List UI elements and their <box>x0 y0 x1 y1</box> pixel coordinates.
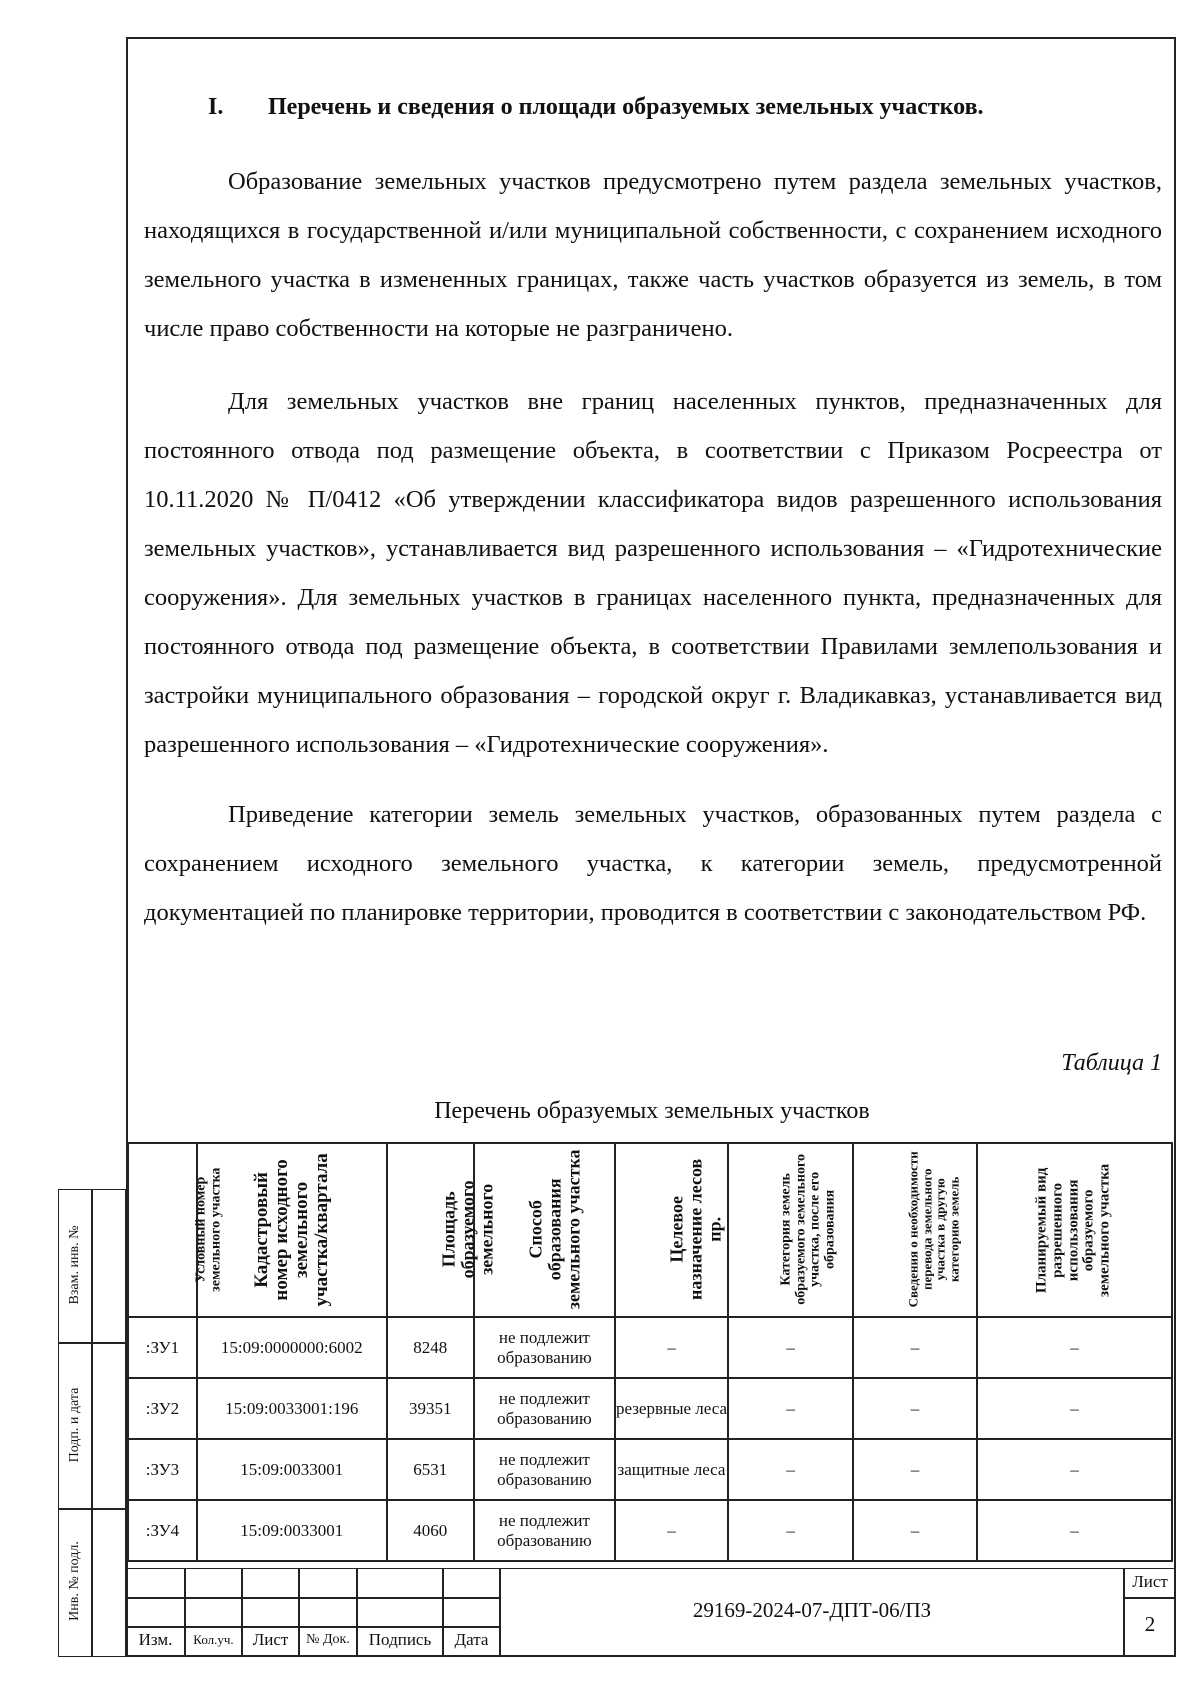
table-cell: 15:09:0000000:6002 <box>197 1317 387 1378</box>
title-block <box>126 1568 1176 1657</box>
stamp-vzam: Взам. инв. № <box>67 1225 82 1305</box>
table-cell: 8248 <box>387 1317 474 1378</box>
table-cell: 15:09:0033001 <box>197 1500 387 1561</box>
tb-label-data: Дата <box>454 1630 489 1649</box>
table-cell: – <box>853 1378 977 1439</box>
table-title: Перечень образуемых земельных участков <box>434 1098 870 1124</box>
table-cell: 15:09:0033001 <box>197 1439 387 1500</box>
stamp-podp: Подп. и дата <box>67 1387 82 1463</box>
paragraph-3: Приведение категории земель земельных участков, образованных путем раздела с сохранением исходного земельного участка, к категории земель, предусмотренной документацией по планировке территории, проводится в соответствии с законодательством РФ. <box>144 801 1162 926</box>
table-cell: :ЗУ4 <box>128 1500 197 1561</box>
col-header: Условный номер земельного участка <box>128 1143 197 1317</box>
col-header: Способ образования земельного участка <box>474 1143 615 1317</box>
col-header: Сведения о необходимости перевода земельного участка в другую категорию земель <box>853 1143 977 1317</box>
table-caption: Таблица 1 <box>1061 1050 1162 1076</box>
tb-label-izm: Изм. <box>138 1630 173 1649</box>
table-cell: – <box>728 1500 853 1561</box>
land-plots-table <box>127 1142 1173 1562</box>
table-cell: – <box>977 1439 1172 1500</box>
table-cell: не подлежит образованию <box>474 1378 615 1439</box>
table-cell: резервные леса <box>615 1378 728 1439</box>
tb-label-list: Лист <box>252 1630 289 1649</box>
table-cell: :ЗУ2 <box>128 1378 197 1439</box>
col-header: Целевое назначение лесов пр. <box>615 1143 728 1317</box>
table-row <box>128 1317 1172 1378</box>
table-cell: – <box>853 1500 977 1561</box>
table-cell: 39351 <box>387 1378 474 1439</box>
section-title: Перечень и сведения о площади образуемых земельных участков. <box>268 94 984 120</box>
table-row <box>128 1378 1172 1439</box>
document-code: 29169-2024-07-ДПТ-06/ПЗ <box>692 1598 932 1622</box>
table-cell: – <box>728 1378 853 1439</box>
table-cell: – <box>615 1317 728 1378</box>
tb-label-doc: № Док. <box>306 1632 350 1647</box>
table-cell: – <box>728 1317 853 1378</box>
table-cell: – <box>615 1500 728 1561</box>
table-cell: :ЗУ3 <box>128 1439 197 1500</box>
side-stamp <box>58 1189 126 1657</box>
table-cell: – <box>853 1439 977 1500</box>
table-row <box>128 1439 1172 1500</box>
section-number: I. <box>208 94 224 120</box>
table-cell: 15:09:0033001:196 <box>197 1378 387 1439</box>
col-header: Категория земель образуемого земельного участка, после его образования <box>728 1143 853 1317</box>
tb-label-kol: Кол.уч. <box>193 1632 234 1647</box>
stamp-inv: Инв. № подл. <box>67 1541 82 1621</box>
table-cell: – <box>977 1317 1172 1378</box>
table-cell: – <box>977 1378 1172 1439</box>
col-header: Кадастровый номер исходного земельного участка/квартала <box>197 1143 387 1317</box>
table-cell: защитные леса <box>615 1439 728 1500</box>
table-cell: 4060 <box>387 1500 474 1561</box>
sheet-label: Лист <box>1132 1572 1168 1591</box>
paragraph-1: Образование земельных участков предусмотрено путем раздела земельных участков, находящихся в государственной и/или муниципальной собственности, с сохранением исходного земельного участка в измененных границах, также часть участков образуется из земель, в том числе право собственности на которые не разграничено. <box>144 168 1162 342</box>
table-cell: не подлежит образованию <box>474 1500 615 1561</box>
table-cell: не подлежит образованию <box>474 1317 615 1378</box>
paragraph-2: Для земельных участков вне границ населенных пунктов, предназначенных для постоянного отвода под размещение объекта, в соответствии с Приказом Росреестра от 10.11.2020 № П/0412 «Об утверждении классификатора видов разрешенного использования земельных участков», устанавливается вид разрешенного использования – «Гидротехнические сооружения». Для земельных участков в границах населенного пункта, предназначенных для постоянного отвода под размещение объекта, в соответствии Правилами землепользования и застройки муниципального образования – городской округ г. Владикавказ, устанавливается вид разрешенного использования – «Гидротехнические сооружения». <box>144 388 1162 758</box>
table-cell: не подлежит образованию <box>474 1439 615 1500</box>
table-cell: 6531 <box>387 1439 474 1500</box>
table-cell: – <box>853 1317 977 1378</box>
table-cell: :ЗУ1 <box>128 1317 197 1378</box>
col-header: Площадь образуемого земельного <box>387 1143 474 1317</box>
table-cell: – <box>728 1439 853 1500</box>
table-cell: – <box>977 1500 1172 1561</box>
table-row <box>128 1500 1172 1561</box>
col-header: Планируемый вид разрешенного использования образуемого земельного участка <box>977 1143 1172 1317</box>
sheet-number: 2 <box>1144 1612 1156 1636</box>
table-header-row <box>128 1143 1172 1317</box>
tb-label-podpis: Подпись <box>368 1630 432 1649</box>
